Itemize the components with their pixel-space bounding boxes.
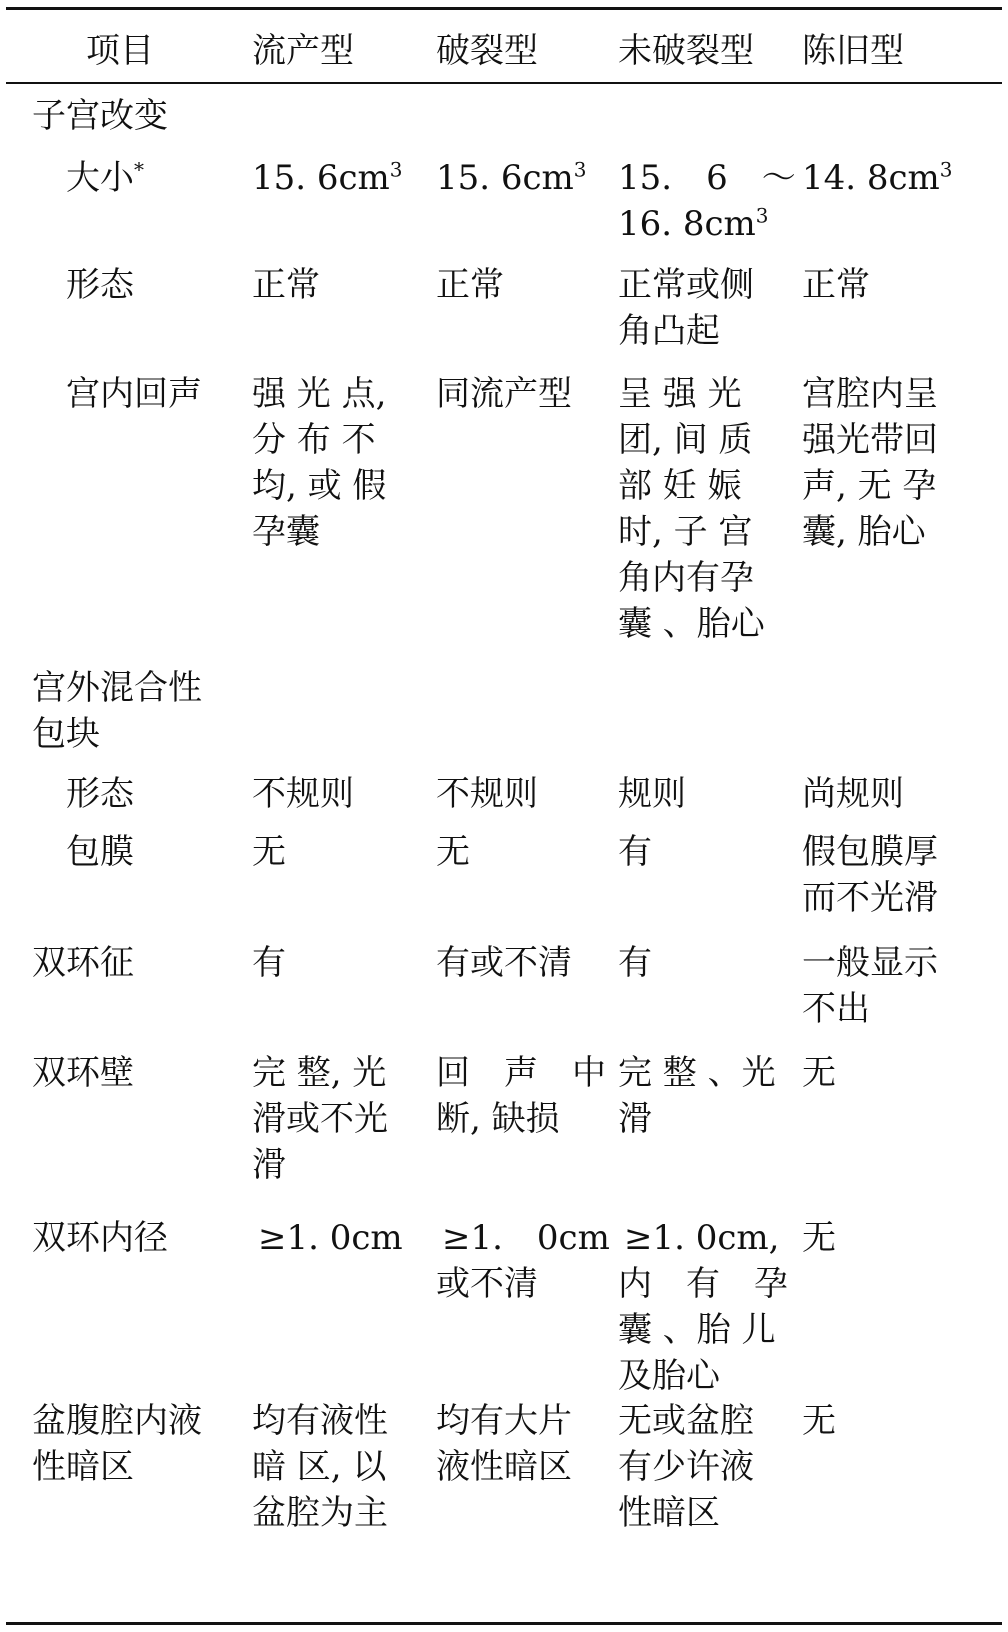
row-label-uterus-change: 子宫改变 xyxy=(32,96,168,136)
row-label-pelvic-fluid: 盆腹腔内液 xyxy=(32,1401,202,1441)
cell-echo-old: 声, 无 孕 xyxy=(802,466,937,506)
row-label-double-ring-wall: 双环壁 xyxy=(32,1053,134,1093)
cell-fluid-rupture: 均有大片 xyxy=(436,1401,572,1441)
cell-echo-unruptured: 时, 子 宫 xyxy=(618,512,753,552)
cell-mass-shape-old: 尚规则 xyxy=(802,774,904,814)
cell-fluid-rupture: 液性暗区 xyxy=(436,1447,572,1487)
row-label-capsule: 包膜 xyxy=(66,832,134,872)
cell-ring-wall-rupture: 回 声 中 xyxy=(436,1053,606,1093)
cell-ring-sign-unruptured: 有 xyxy=(618,943,652,983)
cell-size-old: 14. $8cm^3$ xyxy=(802,157,953,198)
cell-ring-wall-rupture: 断, 缺损 xyxy=(436,1099,560,1139)
cell-ring-wall-abortion: 完 整, 光 xyxy=(252,1053,387,1093)
row-label-double-ring-sign: 双环征 xyxy=(32,943,134,983)
cell-shape-abortion: 正常 xyxy=(252,265,320,305)
table-bottom-rule xyxy=(6,1622,1002,1625)
cell-diameter-abortion: ≥1. 0cm xyxy=(258,1218,403,1258)
row-label-extrauterine-mass: 包块 xyxy=(32,714,100,754)
cell-ring-sign-old: 一般显示 xyxy=(802,943,938,983)
row-label-size: 大小* xyxy=(66,157,144,198)
cell-fluid-unruptured: 有少许液 xyxy=(618,1447,754,1487)
header-item: 项目 xyxy=(86,31,154,71)
cell-ring-sign-old: 不出 xyxy=(802,989,870,1029)
cell-diameter-rupture: ≥1. 0cm xyxy=(442,1218,610,1258)
row-label-mass-shape: 形态 xyxy=(66,774,134,814)
row-label-shape: 形态 xyxy=(66,265,134,305)
cell-shape-rupture: 正常 xyxy=(436,265,504,305)
cell-echo-rupture: 同流产型 xyxy=(436,374,572,414)
cell-diameter-unruptured: ≥1. 0cm, xyxy=(624,1218,780,1258)
cell-size-unruptured: 16. $8cm^3$ xyxy=(618,203,769,244)
header-abortion-type: 流产型 xyxy=(252,31,354,71)
cell-fluid-old: 无 xyxy=(802,1401,836,1441)
cell-diameter-unruptured: 及胎心 xyxy=(618,1356,720,1396)
table-header-rule xyxy=(6,82,1002,84)
cell-capsule-old: 而不光滑 xyxy=(802,878,938,918)
cell-echo-unruptured: 囊 、胎心 xyxy=(618,604,765,644)
cell-shape-unruptured: 正常或侧 xyxy=(618,265,754,305)
cell-fluid-abortion: 盆腔为主 xyxy=(252,1493,388,1533)
cell-size-abortion: 15. $6cm^3$ xyxy=(252,157,403,198)
cell-diameter-unruptured: 囊 、胎 儿 xyxy=(618,1310,776,1350)
cell-echo-abortion: 强 光 点, xyxy=(252,374,387,414)
header-unruptured-type: 未破裂型 xyxy=(618,31,754,71)
cell-capsule-abortion: 无 xyxy=(252,832,286,872)
cell-ring-wall-abortion: 滑或不光 xyxy=(252,1099,388,1139)
cell-echo-unruptured: 团, 间 质 xyxy=(618,420,753,460)
cell-capsule-unruptured: 有 xyxy=(618,832,652,872)
cell-echo-abortion: 孕囊 xyxy=(252,512,320,552)
cell-fluid-unruptured: 无或盆腔 xyxy=(618,1401,754,1441)
cell-diameter-old: 无 xyxy=(802,1218,836,1258)
cell-diameter-unruptured: 内 有 孕 xyxy=(618,1264,788,1304)
row-label-extrauterine-mass: 宫外混合性 xyxy=(32,668,202,708)
cell-capsule-rupture: 无 xyxy=(436,832,470,872)
cell-echo-old: 强光带回 xyxy=(802,420,938,460)
cell-capsule-old: 假包膜厚 xyxy=(802,832,938,872)
row-label-pelvic-fluid: 性暗区 xyxy=(32,1447,134,1487)
header-old-type: 陈旧型 xyxy=(802,31,904,71)
cell-echo-unruptured: 角内有孕 xyxy=(618,558,754,598)
cell-fluid-unruptured: 性暗区 xyxy=(618,1493,720,1533)
cell-mass-shape-unruptured: 规则 xyxy=(618,774,686,814)
cell-ring-wall-unruptured: 滑 xyxy=(618,1099,652,1139)
cell-ring-sign-rupture: 有或不清 xyxy=(436,943,572,983)
cell-size-unruptured: 15. 6 ～ xyxy=(618,158,796,198)
cell-fluid-abortion: 均有液性 xyxy=(252,1401,388,1441)
cell-echo-unruptured: 部 妊 娠 xyxy=(618,466,742,506)
cell-echo-abortion: 分 布 不 xyxy=(252,420,376,460)
cell-ring-wall-abortion: 滑 xyxy=(252,1145,286,1185)
header-rupture-type: 破裂型 xyxy=(436,31,538,71)
cell-echo-old: 囊, 胎心 xyxy=(802,512,926,552)
cell-mass-shape-abortion: 不规则 xyxy=(252,774,354,814)
cell-shape-old: 正常 xyxy=(802,265,870,305)
cell-mass-shape-rupture: 不规则 xyxy=(436,774,538,814)
cell-echo-abortion: 均, 或 假 xyxy=(252,466,387,506)
cell-diameter-rupture: 或不清 xyxy=(436,1264,538,1304)
cell-ring-wall-unruptured: 完 整 、光 xyxy=(618,1053,776,1093)
table-top-rule xyxy=(6,7,1002,10)
cell-size-rupture: 15. $6cm^3$ xyxy=(436,157,587,198)
cell-echo-unruptured: 呈 强 光 xyxy=(618,374,742,414)
cell-fluid-abortion: 暗 区, 以 xyxy=(252,1447,387,1487)
cell-ring-wall-old: 无 xyxy=(802,1053,836,1093)
cell-echo-old: 宫腔内呈 xyxy=(802,374,938,414)
row-label-intrauterine-echo: 宫内回声 xyxy=(66,374,202,414)
cell-ring-sign-abortion: 有 xyxy=(252,943,286,983)
cell-shape-unruptured: 角凸起 xyxy=(618,311,720,351)
row-label-ring-inner-diameter: 双环内径 xyxy=(32,1218,168,1258)
